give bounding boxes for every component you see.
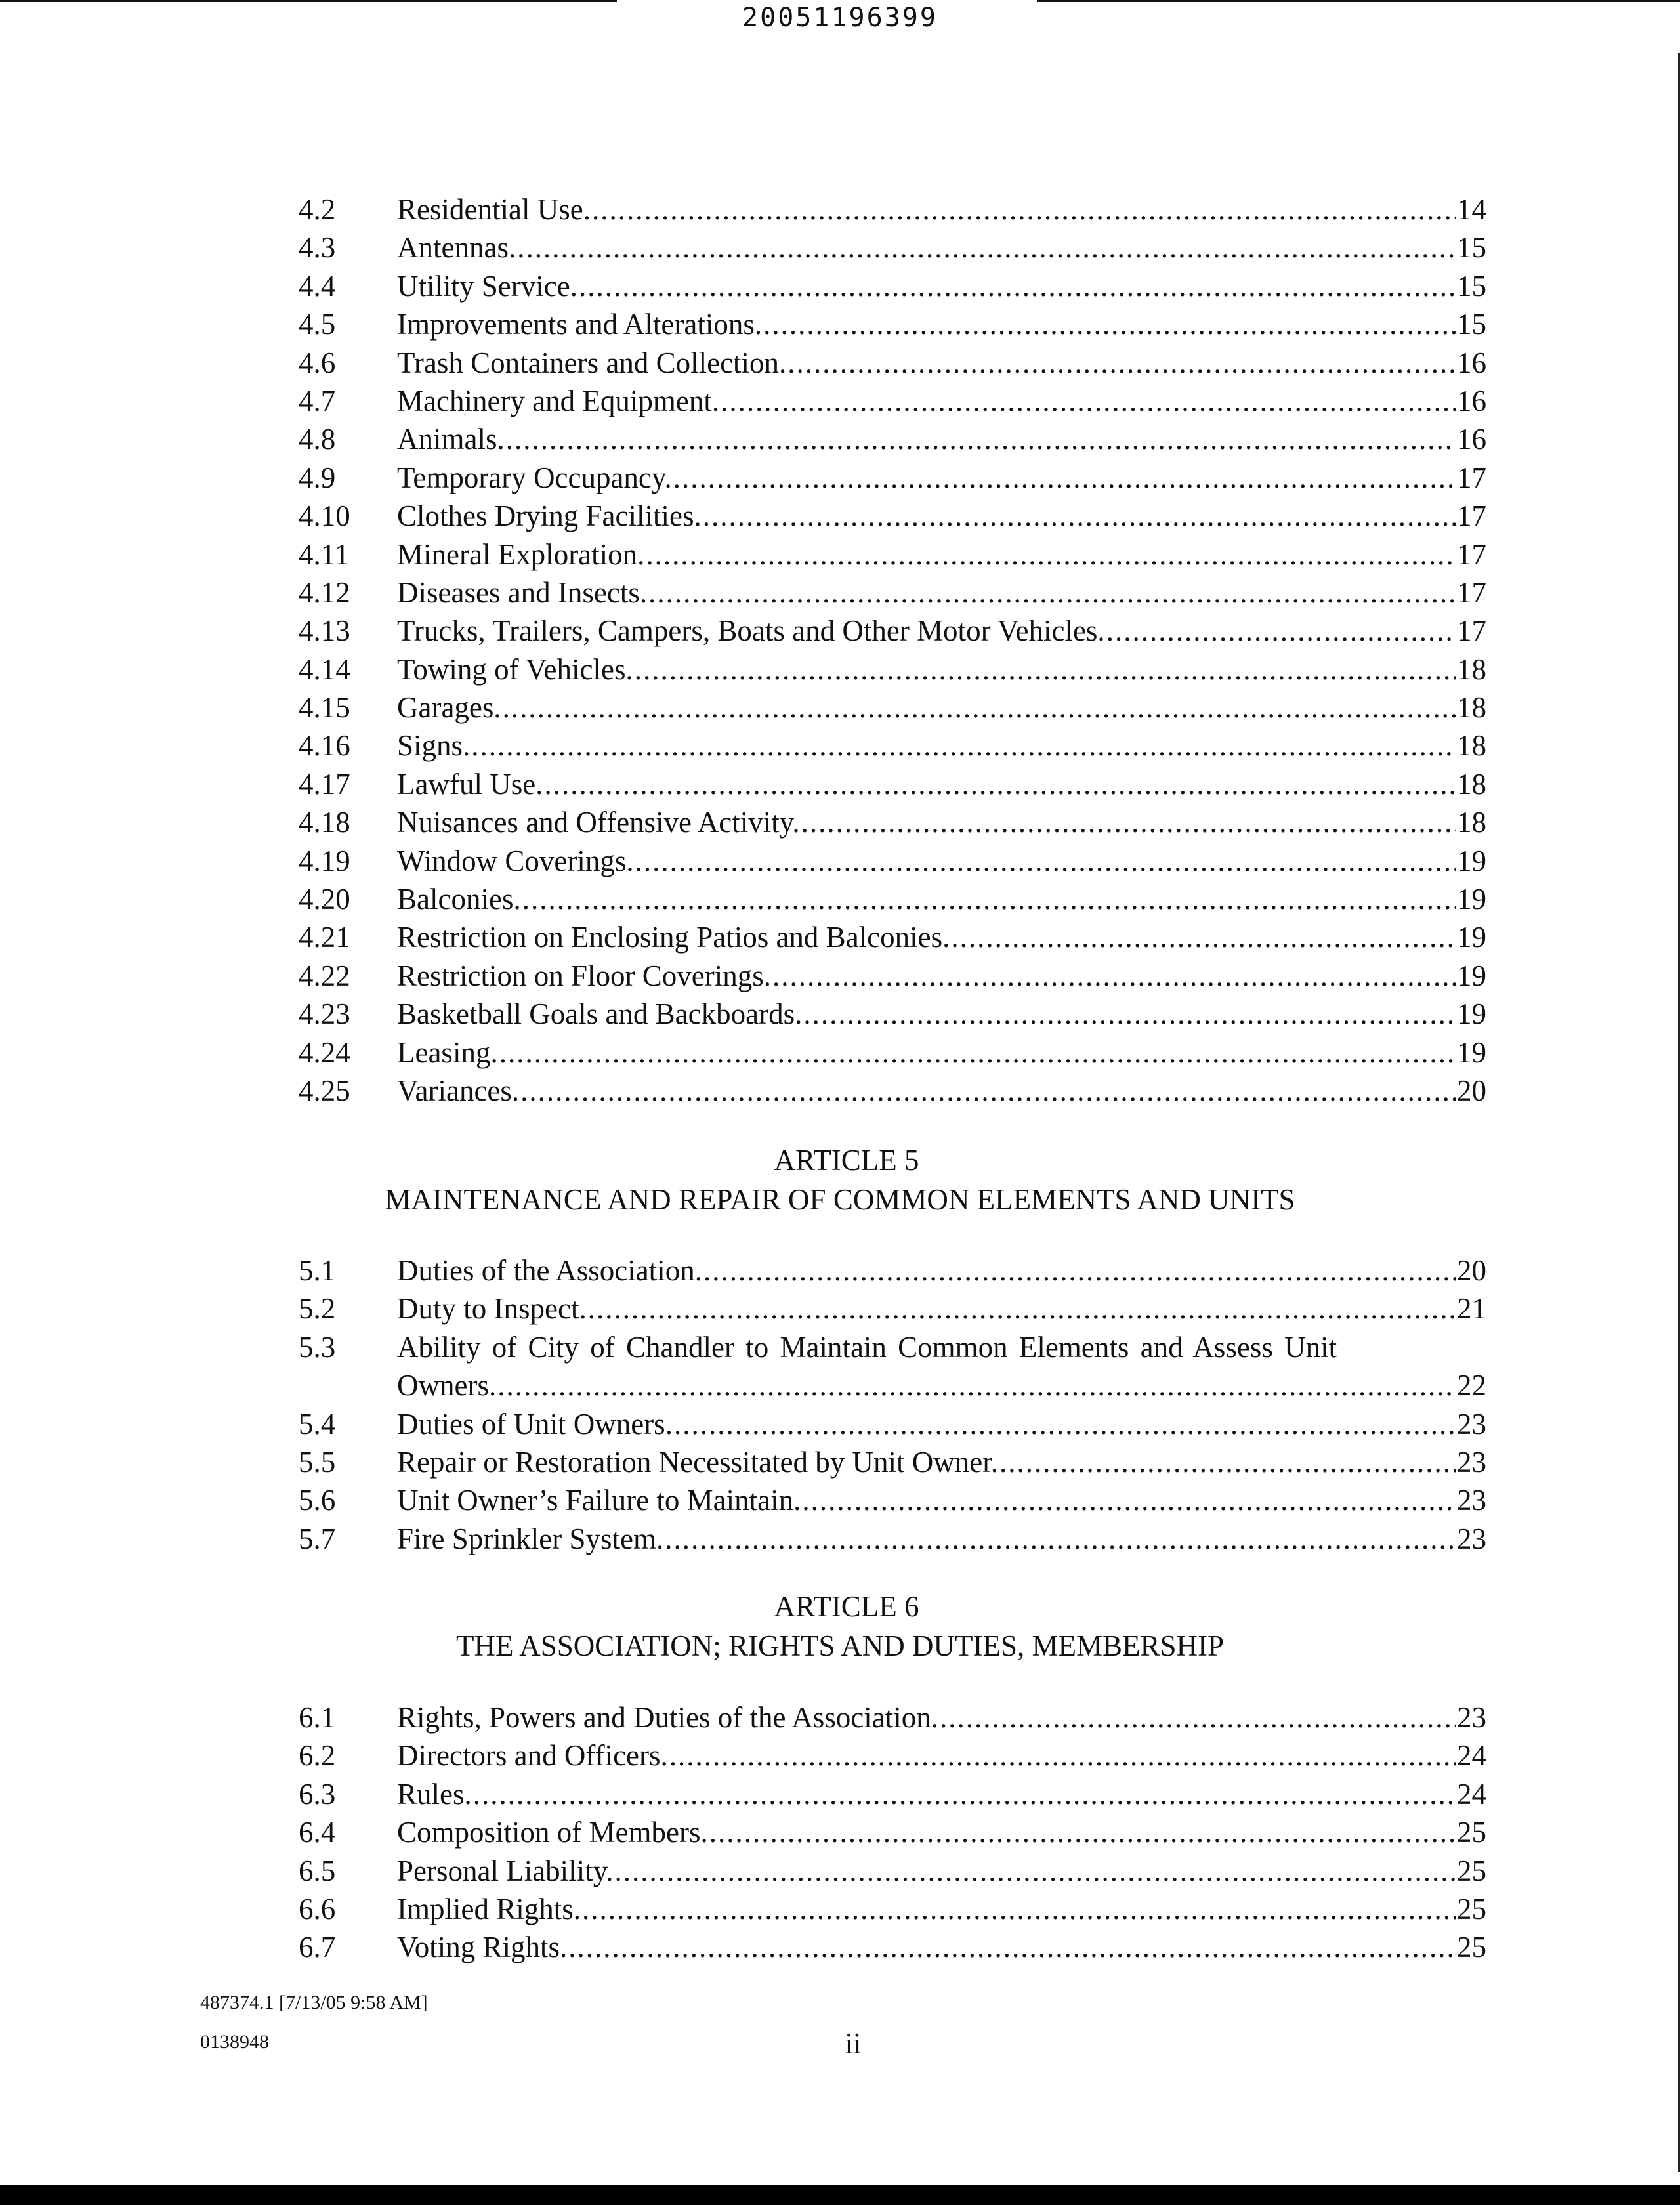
top-border-left bbox=[0, 0, 617, 2]
entry-number: 4.3 bbox=[299, 231, 336, 264]
entry-title: Duties of the Association. bbox=[397, 1254, 702, 1287]
toc-entry bbox=[299, 1736, 1486, 1774]
entry-number: 6.6 bbox=[299, 1892, 336, 1925]
entry-page: 25 bbox=[1457, 1892, 1486, 1925]
entry-title: Diseases and Insects. bbox=[397, 576, 648, 609]
entry-title: Lawful Use. bbox=[397, 767, 543, 801]
entry-page: 19 bbox=[1457, 921, 1486, 954]
article-number: ARTICLE 5 bbox=[774, 1144, 919, 1177]
entry-page: 18 bbox=[1457, 691, 1486, 724]
entry-number: 4.8 bbox=[299, 423, 336, 456]
entry-page: 18 bbox=[1457, 729, 1486, 763]
toc-entry bbox=[299, 1072, 1486, 1110]
entry-number: 5.5 bbox=[299, 1445, 336, 1479]
dot-leader bbox=[669, 1736, 1456, 1774]
dot-leader bbox=[648, 574, 1456, 612]
entry-title: Unit Owner’s Failure to Maintain. bbox=[397, 1484, 801, 1517]
entry-title: Duty to Inspect. bbox=[397, 1292, 587, 1326]
entry-page: 19 bbox=[1457, 883, 1486, 916]
entry-number: 4.14 bbox=[299, 652, 350, 686]
dot-leader bbox=[709, 1813, 1456, 1851]
article-number: ARTICLE 6 bbox=[774, 1590, 919, 1623]
entry-number: 4.24 bbox=[299, 1036, 350, 1069]
entry-title: Balconies. bbox=[397, 883, 521, 916]
dot-leader bbox=[635, 842, 1456, 880]
toc-entry bbox=[299, 1405, 1486, 1443]
top-border-right bbox=[1037, 0, 1680, 2]
entry-title: Utility Service. bbox=[397, 269, 578, 303]
entry-number: 4.5 bbox=[299, 308, 336, 341]
toc-entry bbox=[299, 957, 1486, 995]
dot-leader bbox=[951, 918, 1456, 956]
entry-number: 6.3 bbox=[299, 1777, 336, 1811]
toc-article-6 bbox=[299, 1698, 1486, 1967]
entry-title: Temporary Occupancy. bbox=[397, 461, 672, 494]
entry-number: 6.1 bbox=[299, 1701, 336, 1734]
dot-leader bbox=[788, 344, 1456, 382]
dot-leader bbox=[568, 1928, 1456, 1966]
article-title: MAINTENANCE AND REPAIR OF COMMON ELEMENTS AND UNITS bbox=[385, 1183, 1295, 1216]
entry-page: 20 bbox=[1457, 1074, 1486, 1107]
dot-leader bbox=[497, 1366, 1456, 1404]
dot-leader bbox=[646, 536, 1456, 574]
dot-leader bbox=[763, 305, 1456, 343]
toc-entry bbox=[299, 1890, 1486, 1928]
entry-page: 18 bbox=[1457, 806, 1486, 839]
entry-title: Trash Containers and Collection. bbox=[397, 346, 787, 379]
toc-entry bbox=[299, 1251, 1486, 1290]
entry-number: 4.13 bbox=[299, 614, 350, 648]
toc-entry bbox=[299, 190, 1486, 228]
entry-title: Rights, Powers and Duties of the Association. bbox=[397, 1701, 938, 1734]
entry-page: 15 bbox=[1457, 231, 1486, 264]
entry-page: 23 bbox=[1457, 1522, 1486, 1555]
entry-title: Rules. bbox=[397, 1777, 472, 1811]
toc-entry bbox=[299, 497, 1486, 535]
entry-page: 25 bbox=[1457, 1816, 1486, 1849]
entry-page: 22 bbox=[1457, 1369, 1486, 1402]
entry-number: 4.22 bbox=[299, 959, 350, 992]
entry-title: Clothes Drying Facilities. bbox=[397, 499, 702, 533]
entry-page: 19 bbox=[1457, 998, 1486, 1031]
entry-title: Residential Use. bbox=[397, 193, 591, 226]
dot-leader bbox=[544, 765, 1456, 803]
toc-entry bbox=[299, 1481, 1486, 1519]
toc-entry bbox=[299, 726, 1486, 765]
entry-page: 24 bbox=[1457, 1777, 1486, 1811]
dot-leader bbox=[471, 726, 1456, 765]
entry-title: Restriction on Enclosing Patios and Balconies. bbox=[397, 921, 950, 954]
entry-number: 5.2 bbox=[299, 1292, 336, 1326]
dot-leader bbox=[499, 1034, 1456, 1072]
entry-title: Improvements and Alterations. bbox=[397, 308, 763, 341]
entry-number: 4.7 bbox=[299, 384, 336, 417]
entry-page: 19 bbox=[1457, 959, 1486, 992]
dot-leader bbox=[803, 995, 1456, 1033]
entry-page: 15 bbox=[1457, 308, 1486, 341]
entry-number: 5.1 bbox=[299, 1254, 336, 1287]
toc-entry bbox=[299, 305, 1486, 343]
entry-number: 6.2 bbox=[299, 1739, 336, 1773]
toc-entry bbox=[299, 420, 1486, 458]
entry-page: 17 bbox=[1457, 576, 1486, 609]
dot-leader bbox=[802, 1481, 1456, 1519]
dot-leader bbox=[588, 1290, 1456, 1328]
entry-number: 4.10 bbox=[299, 499, 350, 533]
entry-page: 17 bbox=[1457, 499, 1486, 533]
toc-entry bbox=[299, 1813, 1486, 1851]
toc-entry bbox=[299, 574, 1486, 612]
toc-entry bbox=[299, 918, 1486, 956]
entry-number: 4.21 bbox=[299, 921, 350, 954]
toc-entry bbox=[299, 228, 1486, 266]
entry-number: 4.17 bbox=[299, 767, 350, 801]
page-number: ii bbox=[845, 2027, 862, 2060]
toc-entry bbox=[299, 1443, 1486, 1481]
dot-leader bbox=[635, 650, 1456, 688]
entry-number: 6.7 bbox=[299, 1931, 336, 1964]
toc-entry bbox=[299, 344, 1486, 382]
toc-article-4 bbox=[299, 190, 1486, 1110]
toc-entry bbox=[299, 1928, 1486, 1966]
toc-entry bbox=[299, 842, 1486, 880]
entry-page: 23 bbox=[1457, 1407, 1486, 1440]
entry-title: Voting Rights. bbox=[397, 1931, 568, 1964]
toc-entry bbox=[299, 612, 1486, 650]
entry-number: 4.19 bbox=[299, 844, 350, 877]
toc-entry bbox=[299, 1520, 1486, 1558]
entry-page: 17 bbox=[1457, 537, 1486, 571]
entry-title: Personal Liability. bbox=[397, 1854, 614, 1887]
toc-entry bbox=[299, 803, 1486, 841]
dot-leader bbox=[703, 497, 1456, 535]
entry-title: Antennas. bbox=[397, 231, 516, 264]
toc-entry bbox=[299, 650, 1486, 688]
entry-number: 5.7 bbox=[299, 1522, 336, 1555]
toc-entry bbox=[299, 1775, 1486, 1813]
dot-leader bbox=[1106, 612, 1456, 650]
document-id: 20051196399 bbox=[742, 3, 938, 33]
entry-number: 4.16 bbox=[299, 729, 350, 763]
entry-page: 16 bbox=[1457, 384, 1486, 417]
entry-title: Duties of Unit Owners. bbox=[397, 1407, 673, 1440]
toc-entry bbox=[299, 1290, 1486, 1328]
entry-title: Implied Rights. bbox=[397, 1892, 581, 1925]
toc-entry bbox=[299, 995, 1486, 1033]
entry-title: Mineral Exploration. bbox=[397, 537, 645, 571]
entry-number: 4.20 bbox=[299, 883, 350, 916]
toc-entry bbox=[299, 1852, 1486, 1890]
entry-title-continued: Owners. bbox=[397, 1369, 497, 1402]
article-6-heading bbox=[0, 1587, 1680, 1666]
entry-title: Restriction on Floor Coverings. bbox=[397, 959, 771, 992]
entry-number: 5.3 bbox=[299, 1330, 336, 1364]
entry-page: 19 bbox=[1457, 1036, 1486, 1069]
entry-number: 4.2 bbox=[299, 193, 336, 226]
entry-title: Nuisances and Offensive Activity. bbox=[397, 806, 800, 839]
entry-page: 25 bbox=[1457, 1854, 1486, 1887]
entry-title: Signs. bbox=[397, 729, 471, 763]
entry-page: 14 bbox=[1457, 193, 1486, 226]
entry-page: 15 bbox=[1457, 269, 1486, 303]
toc-entry bbox=[299, 1034, 1486, 1072]
toc-article-5 bbox=[299, 1251, 1486, 1558]
entry-page: 24 bbox=[1457, 1739, 1486, 1773]
entry-title: Variances. bbox=[397, 1074, 520, 1107]
dot-leader bbox=[503, 688, 1456, 726]
entry-number: 5.6 bbox=[299, 1484, 336, 1517]
entry-title: Ability of City of Chandler to Maintain Common Elements and Assess Unit bbox=[397, 1330, 1337, 1364]
entry-number: 4.6 bbox=[299, 346, 336, 379]
entry-page: 16 bbox=[1457, 346, 1486, 379]
dot-leader bbox=[582, 1890, 1456, 1928]
entry-number: 4.12 bbox=[299, 576, 350, 609]
entry-number: 6.5 bbox=[299, 1854, 336, 1887]
entry-page: 18 bbox=[1457, 652, 1486, 686]
entry-title: Repair or Restoration Necessitated by Unit Owner. bbox=[397, 1445, 999, 1479]
entry-title: Trucks, Trailers, Campers, Boats and Other Motor Vehicles. bbox=[397, 614, 1105, 648]
dot-leader bbox=[517, 228, 1456, 266]
dot-leader bbox=[506, 420, 1456, 458]
entry-page: 25 bbox=[1457, 1931, 1486, 1964]
entry-number: 4.11 bbox=[299, 537, 350, 571]
entry-title: Machinery and Equipment. bbox=[397, 384, 720, 417]
toc-entry bbox=[299, 688, 1486, 726]
footer-doc-ref: 487374.1 [7/13/05 9:58 AM] bbox=[200, 1992, 428, 2013]
dot-leader bbox=[579, 267, 1456, 305]
dot-leader bbox=[940, 1698, 1456, 1736]
entry-number: 6.4 bbox=[299, 1816, 336, 1849]
dot-leader bbox=[473, 1775, 1456, 1813]
entry-title: Leasing. bbox=[397, 1036, 498, 1069]
toc-entry bbox=[299, 267, 1486, 305]
entry-page: 23 bbox=[1457, 1445, 1486, 1479]
dot-leader bbox=[704, 1251, 1456, 1290]
entry-page: 17 bbox=[1457, 614, 1486, 648]
entry-title: Garages. bbox=[397, 691, 501, 724]
dot-leader bbox=[999, 1443, 1456, 1481]
entry-title: Towing of Vehicles. bbox=[397, 652, 633, 686]
entry-page: 16 bbox=[1457, 423, 1486, 456]
footer-client-number: 0138948 bbox=[200, 2031, 269, 2053]
article-title: THE ASSOCIATION; RIGHTS AND DUTIES, MEMBERSHIP bbox=[455, 1629, 1225, 1662]
entry-title: Directors and Officers. bbox=[397, 1739, 668, 1773]
entry-page: 21 bbox=[1457, 1292, 1486, 1326]
entry-page: 23 bbox=[1457, 1484, 1486, 1517]
entry-page: 20 bbox=[1457, 1254, 1486, 1287]
entry-number: 5.4 bbox=[299, 1407, 336, 1440]
dot-leader bbox=[674, 1405, 1456, 1443]
entry-number: 4.9 bbox=[299, 461, 336, 494]
dot-leader bbox=[673, 459, 1456, 497]
article-5-heading bbox=[0, 1141, 1680, 1219]
dot-leader bbox=[801, 803, 1456, 841]
entry-title: Animals. bbox=[397, 423, 505, 456]
entry-number: 4.25 bbox=[299, 1074, 350, 1107]
entry-number: 4.4 bbox=[299, 269, 336, 303]
entry-number: 4.15 bbox=[299, 691, 350, 724]
dot-leader bbox=[592, 190, 1456, 228]
dot-leader bbox=[522, 880, 1456, 918]
bottom-scan-border bbox=[0, 2185, 1680, 2205]
entry-page: 23 bbox=[1457, 1701, 1486, 1734]
toc-entry bbox=[299, 382, 1486, 420]
entry-title: Composition of Members. bbox=[397, 1816, 708, 1849]
dot-leader bbox=[772, 957, 1456, 995]
toc-entry bbox=[299, 765, 1486, 803]
toc-entry bbox=[299, 536, 1486, 574]
entry-number: 4.18 bbox=[299, 806, 350, 839]
dot-leader bbox=[665, 1520, 1456, 1558]
dot-leader bbox=[615, 1852, 1456, 1890]
entry-title: Window Coverings. bbox=[397, 844, 634, 877]
toc-entry bbox=[299, 1698, 1486, 1736]
entry-title: Fire Sprinkler System. bbox=[397, 1522, 664, 1555]
dot-leader bbox=[520, 1072, 1456, 1110]
entry-page: 19 bbox=[1457, 844, 1486, 877]
entry-title: Basketball Goals and Backboards. bbox=[397, 998, 803, 1031]
entry-page: 17 bbox=[1457, 461, 1486, 494]
entry-number: 4.23 bbox=[299, 998, 350, 1031]
entry-page: 18 bbox=[1457, 767, 1486, 801]
toc-entry bbox=[299, 1328, 1486, 1405]
dot-leader bbox=[721, 382, 1456, 420]
toc-entry bbox=[299, 880, 1486, 918]
toc-entry bbox=[299, 459, 1486, 497]
